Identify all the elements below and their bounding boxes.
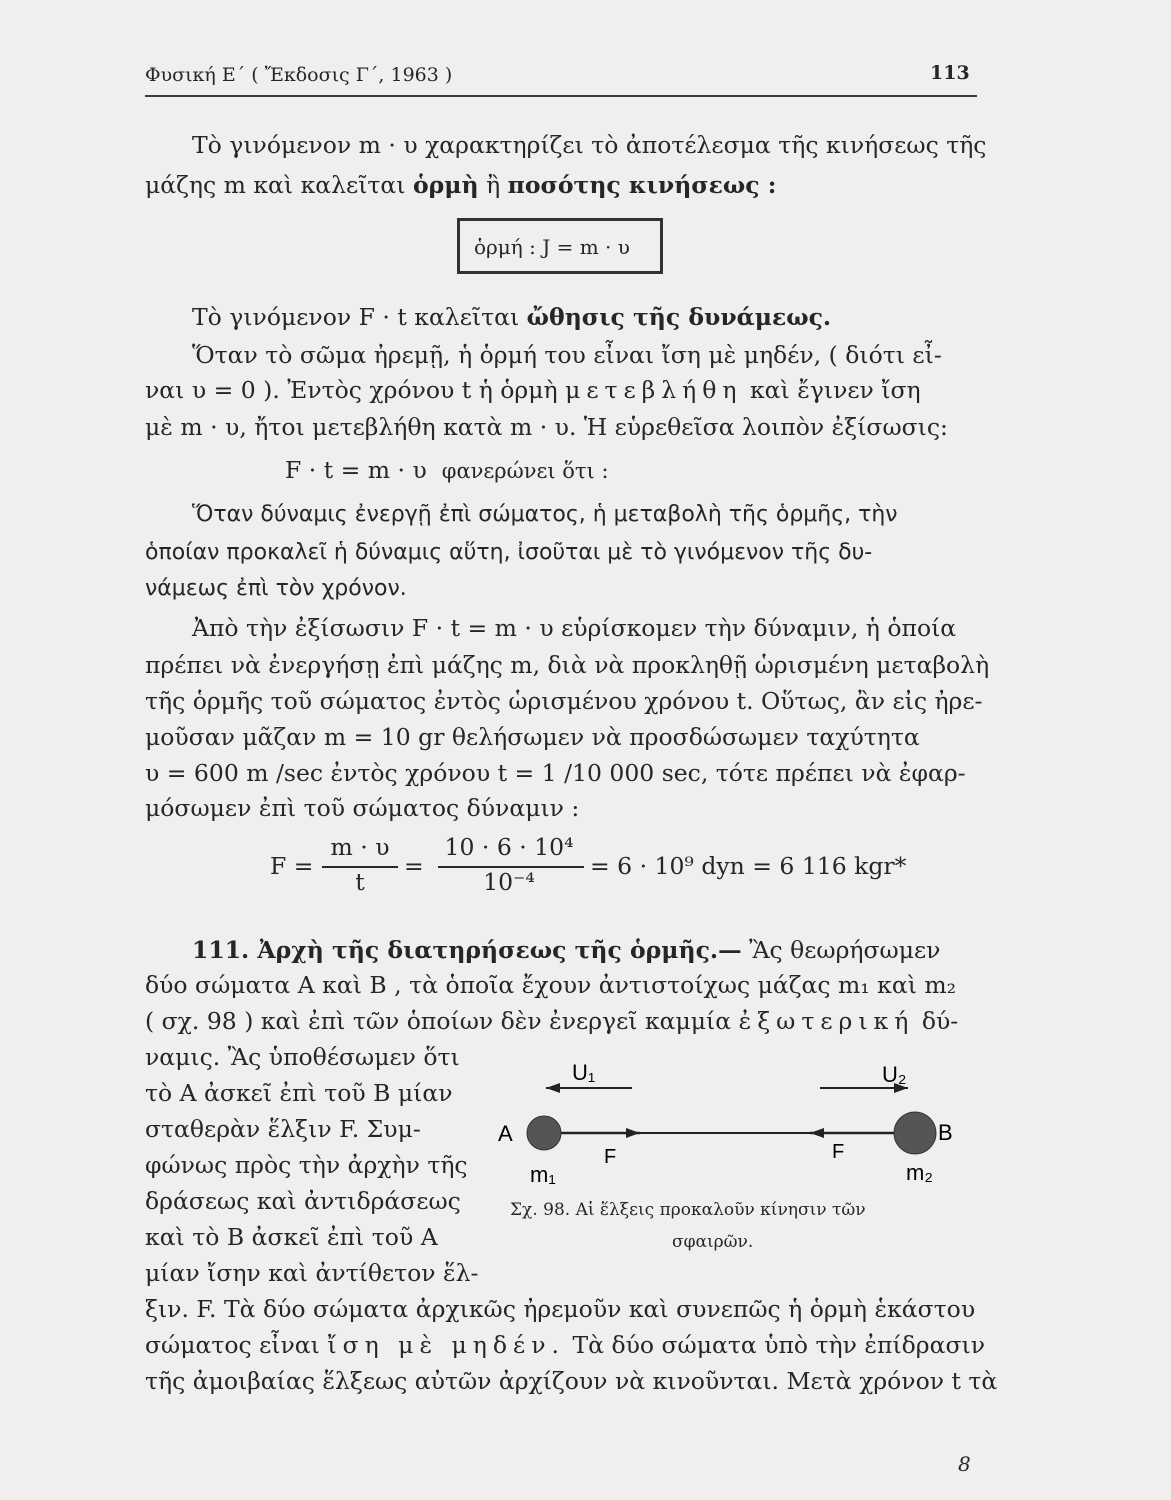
bold-term: ὤθησις τῆς δυνάμεως. <box>526 303 832 331</box>
running-title: Φυσική Ε΄ ( Ἔκδοσις Γ΄, 1963 ) <box>145 64 453 86</box>
text-line: τῆς ὁρμῆς τοῦ σώματος ἐντὸς ὡρισμένου χρόνου t. Οὕτως, ἂν εἰς ἠρε- <box>145 687 983 715</box>
text-line: μὲ m · υ, ἤτοι μετεβλήθη κατὰ m · υ. Ἡ εὑρεθεῖσα λοιπὸν ἐξίσωσις: <box>145 413 948 441</box>
text-line: μάζης m καὶ καλεῖται ὁρμὴ ἢ ποσότης κινήσεως : <box>145 171 777 199</box>
text-line: ( σχ. 98 ) καὶ ἐπὶ τῶν ὁποίων δὲν ἐνεργεῖ καμμία ἐξωτερική δύ- <box>145 1007 959 1035</box>
label-b: B <box>938 1120 953 1145</box>
text-line: μοῦσαν μᾶζαν m = 10 gr θελήσωμεν νὰ προσδώσωμεν ταχύτητα <box>145 723 920 751</box>
text-line: μίαν ἴσην καὶ ἀντίθετον ἕλ- <box>145 1259 479 1287</box>
text-line: καὶ τὸ B ἀσκεῖ ἐπὶ τοῦ A <box>145 1223 438 1251</box>
section-heading-line: 111. Ἀρχὴ τῆς διατηρήσεως τῆς ὁρμῆς.— Ἂς θεωρήσωμεν <box>192 936 941 964</box>
label-u1: U₁ <box>572 1060 596 1085</box>
text-line: υ = 600 m /sec ἐντὸς χρόνου t = 1 /10 000 sec, τότε πρέπει νὰ ἐφαρ- <box>145 759 966 787</box>
figure-caption: σφαιρῶν. <box>672 1232 754 1252</box>
text-line: τὸ A ἀσκεῖ ἐπὶ τοῦ B μίαν <box>145 1079 453 1107</box>
text-line: Ὅταν δύναμις ἐνεργῇ ἐπὶ σώματος, ἡ μεταβολὴ τῆς ὁρμῆς, τὴν <box>192 502 898 527</box>
arrowhead <box>810 1128 824 1138</box>
equation-line: F · t = m · υ φανερώνει ὅτι : <box>285 456 609 484</box>
sphere-a <box>527 1116 561 1150</box>
label-f-left: F <box>604 1146 617 1168</box>
spaced-term: ἐξωτερική <box>738 1007 915 1035</box>
text-line: ναμις. Ἂς ὑποθέσωμεν ὅτι <box>145 1043 460 1071</box>
page-number: 113 <box>930 62 970 84</box>
spaced-term: ἴση μὲ μηδέν. <box>327 1331 565 1359</box>
arrowhead <box>546 1083 560 1093</box>
formula-box <box>457 218 663 274</box>
text-line: ὁποίαν προκαλεῖ ἡ δύναμις αὕτη, ἰσοῦται μὲ τὸ γινόμενον τῆς δυ- <box>145 540 873 565</box>
label-f-right: F <box>832 1141 845 1163</box>
text-line: Ὅταν τὸ σῶμα ἠρεμῇ, ἡ ὁρμή του εἶναι ἴση μὲ μηδέν, ( διότι εἶ- <box>192 341 942 369</box>
header-rule <box>145 95 977 97</box>
figure-caption: Σχ. 98. Αἱ ἕλξεις προκαλοῦν κίνησιν τῶν <box>510 1200 866 1220</box>
bold-term: ποσότης κινήσεως : <box>507 171 777 199</box>
label-m1: m₁ <box>530 1162 556 1187</box>
spaced-term: μετεβλήθη <box>565 376 743 404</box>
text-line: τῆς ἀμοιβαίας ἕλξεως αὐτῶν ἀρχίζουν νὰ κινοῦνται. Μετὰ χρόνον t τὰ <box>145 1367 998 1395</box>
text-line: ξιν. F. Τὰ δύο σώματα ἀρχικῶς ἠρεμοῦν καὶ συνεπῶς ἡ ὁρμὴ ἑκάστου <box>145 1295 976 1323</box>
text-line: σώματος εἶναι ἴση μὲ μηδέν. Τὰ δύο σώματα ὑπὸ τὴν ἐπίδρασιν <box>145 1331 986 1359</box>
signature-mark: 8 <box>958 1452 971 1476</box>
label-a: A <box>498 1121 513 1146</box>
text-line: Ἀπὸ τὴν ἐξίσωσιν F · t = m · υ εὑρίσκομεν τὴν δύναμιν, ἡ ὁποία <box>192 614 957 642</box>
label-m2: m₂ <box>906 1160 933 1185</box>
text-line: πρέπει νὰ ἐνεργήσῃ ἐπὶ μάζης m, διὰ νὰ προκληθῇ ὡρισμένη μεταβολὴ <box>145 651 990 679</box>
sphere-b <box>894 1112 936 1154</box>
formula-text: ὁρμή : J = m · υ <box>474 235 630 259</box>
text-line: Τὸ γινόμενον m · υ χαρακτηρίζει τὸ ἀποτέλεσμα τῆς κινήσεως τῆς <box>192 131 987 159</box>
bold-term: ὁρμὴ <box>413 171 479 199</box>
document-page: Φυσική Ε΄ ( Ἔκδοσις Γ΄, 1963 ) 113 Τὸ γινόμενον m · υ χαρακτηρίζει τὸ ἀποτέλεσμα τῆς κινήσεως τῆς μάζης m καὶ καλεῖται ὁρμὴ ἢ ποσότης κινήσεως : ὁρμή : J = m · υ Τὸ γινόμενον F · t καλεῖται ὤθησις τῆς δυνάμεως. Ὅταν τὸ σῶμα ἠρεμῇ, ἡ ὁρμή του εἶναι ἴση μὲ μηδέν, ( διότι εἶ- ναι υ = 0 ). Ἐντὸς χρόνου t ἡ ὁρμὴ μετεβλήθη καὶ ἔγινεν ἴση μὲ m · υ, ἤτοι μετεβλήθη κατὰ m · υ. Ἡ εὑρεθεῖσα λοιπὸν ἐξίσωσις: F · t = m · υ φανερώνει ὅτι : Ὅταν δύναμις ἐνεργῇ ἐπὶ σώματος, ἡ μεταβολὴ τῆς ὁρμῆς, τὴν ὁποίαν προκαλεῖ ἡ δύναμις αὕτη, ἰσοῦται μὲ τὸ γινόμενον τῆς δυ- νάμεως ἐπὶ τὸν χρόνον. Ἀπὸ τὴν ἐξίσωσιν F · t = m · υ εὑρίσκομεν τὴν δύναμιν, ἡ ὁποία πρέπει νὰ ἐνεργήσῃ ἐπὶ μάζης m, διὰ νὰ προκληθῇ ὡρισμένη μεταβολὴ τῆς ὁρμῆς τοῦ σώματος ἐντὸς ὡρισμένου χρόνου t. Οὕτως, ἂν εἰς ἠρε- μοῦσαν μᾶζαν m = 10 gr θελήσωμεν νὰ προσδώσωμεν ταχύτητα υ = 600 m /sec ἐντὸς χρόνου t = 1 /10 000 sec, τότε πρέπει νὰ ἐφαρ- μόσωμεν ἐπὶ τοῦ σώματος δύναμιν : F = m · υ t = 10 · 6 · 10⁴ 10⁻⁴ = 6 · 10⁹ dyn = 6 116 kgr* 111. Ἀρχὴ τῆς διατηρήσεως τῆς ὁρμῆς.— Ἂς θεωρήσωμεν δύο σώματα A καὶ B , τὰ ὁποῖα ἔχουν ἀντιστοίχως μάζας m₁ καὶ m₂ ( σχ. 98 ) καὶ ἐπὶ τῶν ὁποίων δὲν ἐνεργεῖ καμμία ἐξωτερική δύ- ναμις. Ἂς ὑποθέσωμεν ὅτι τὸ A ἀσκεῖ ἐπὶ τοῦ B μίαν σταθερὰν ἕλξιν F. Συμ- φώνως πρὸς τὴν ἀρχὴν τῆς δράσεως καὶ ἀντιδράσεως καὶ τὸ B ἀσκεῖ ἐπὶ τοῦ A μίαν ἴσην καὶ ἀντίθετον ἕλ- ξιν. F. Τὰ δύο σώματα ἀρχικῶς ἠρεμοῦν καὶ συνεπῶς ἡ ὁρμὴ ἑκάστου σώματος εἶναι ἴση μὲ μηδέν. Τὰ δύο σώματα ὑπὸ τὴν ἐπίδρασιν τῆς ἀμοιβαίας ἕλξεως αὐτῶν ἀρχίζουν νὰ κινοῦνται. Μετὰ χρόνον t τὰ U₁ U₂ A B F F m₁ m₂ Σχ. 98. Αἱ ἕλξεις προκαλοῦν κίνησιν τῶν σφαιρῶν. 8 <box>145 62 998 1476</box>
label-u2: U₂ <box>882 1062 907 1087</box>
text-line: Τὸ γινόμενον F · t καλεῖται ὤθησις τῆς δυνάμεως. <box>192 303 832 331</box>
figure-98 <box>490 1050 980 1200</box>
text-line: δράσεως καὶ ἀντιδράσεως <box>145 1187 461 1215</box>
text-line: ναι υ = 0 ). Ἐντὸς χρόνου t ἡ ὁρμὴ μετεβλήθη καὶ ἔγινεν ἴση <box>145 376 921 404</box>
text-line: σταθερὰν ἕλξιν F. Συμ- <box>145 1115 421 1143</box>
section-heading: 111. Ἀρχὴ τῆς διατηρήσεως τῆς ὁρμῆς.— <box>192 936 742 964</box>
text-line: δύο σώματα A καὶ B , τὰ ὁποῖα ἔχουν ἀντιστοίχως μάζας m₁ καὶ m₂ <box>145 971 957 999</box>
text-line: νάμεως ἐπὶ τὸν χρόνον. <box>145 576 407 601</box>
text-line: μόσωμεν ἐπὶ τοῦ σώματος δύναμιν : <box>145 794 580 822</box>
text-line: φώνως πρὸς τὴν ἀρχὴν τῆς <box>145 1151 468 1179</box>
arrowhead <box>626 1128 640 1138</box>
